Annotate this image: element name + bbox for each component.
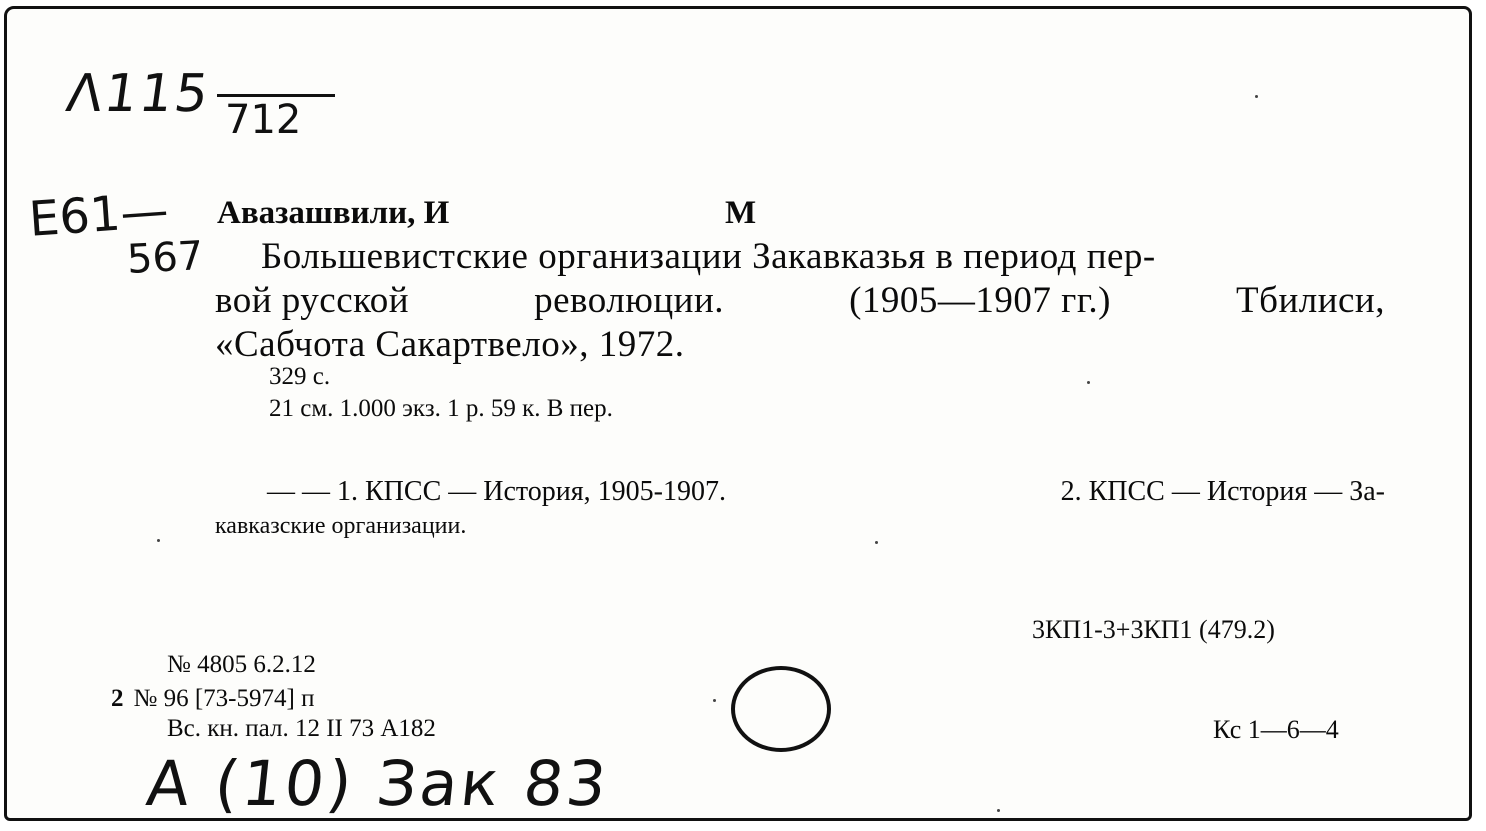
subject-line-2: кавказские организации. <box>215 513 467 539</box>
handwritten-shelf-mark-1: E61— <box>27 182 171 248</box>
handwritten-call-number: Λ115 <box>62 64 215 124</box>
card-number-line-2-text: № 96 [73-5974] п <box>133 685 315 712</box>
author-heading: Авазашвили, И <box>217 195 450 231</box>
handwritten-call-number-sub: 712 <box>225 97 302 143</box>
card-number-line-2 <box>111 685 314 713</box>
title-line-2 <box>215 279 1385 323</box>
ks-mark: Кс 1—6—4 <box>1213 715 1339 744</box>
scan-speck <box>1255 95 1258 98</box>
card-number-line-1: № 4805 6.2.12 <box>167 651 316 678</box>
author-second-initial: М <box>725 195 757 231</box>
scan-speck <box>875 541 878 544</box>
scan-speck <box>1087 381 1090 384</box>
title-line-2-part-1: вой русской <box>215 280 410 321</box>
page-count: 329 с. <box>269 363 331 390</box>
title-line-2-part-3: (1905—1907 гг.) <box>849 280 1111 321</box>
title-line-2-part-4: Тбилиси, <box>1236 280 1385 321</box>
title-line-1: Большевистские организации Закавказья в период пер- <box>261 236 1156 277</box>
title-line-3: «Сабчота Сакартвело», 1972. <box>215 324 685 365</box>
title-line-2-part-2: революции. <box>534 280 725 321</box>
size-edition-price: 21 см. 1.000 экз. 1 р. 59 к. В пер. <box>269 395 613 422</box>
hand-drawn-circle <box>731 666 831 752</box>
scan-speck <box>157 539 160 542</box>
classification-number: 3КП1-3+3КП1 (479.2) <box>1032 615 1275 644</box>
subject-1: — — 1. КПСС — История, 1905-1907. <box>267 476 726 507</box>
handwritten-shelf-mark-2: 567 <box>125 233 205 283</box>
subject-tracings <box>215 475 1385 543</box>
catalog-card <box>4 6 1472 821</box>
card-number-prefix: 2 <box>111 685 124 712</box>
card-number-line-3: Вс. кн. пал. 12 II 73 А182 <box>167 715 436 742</box>
scan-speck <box>997 809 1000 812</box>
subject-line-1 <box>215 475 1385 509</box>
handwritten-bottom-note: A (10) Зак 83 <box>143 747 613 820</box>
title-statement <box>215 235 1385 367</box>
scan-speck <box>713 699 716 702</box>
subject-2: 2. КПСС — История — За- <box>1060 476 1385 507</box>
